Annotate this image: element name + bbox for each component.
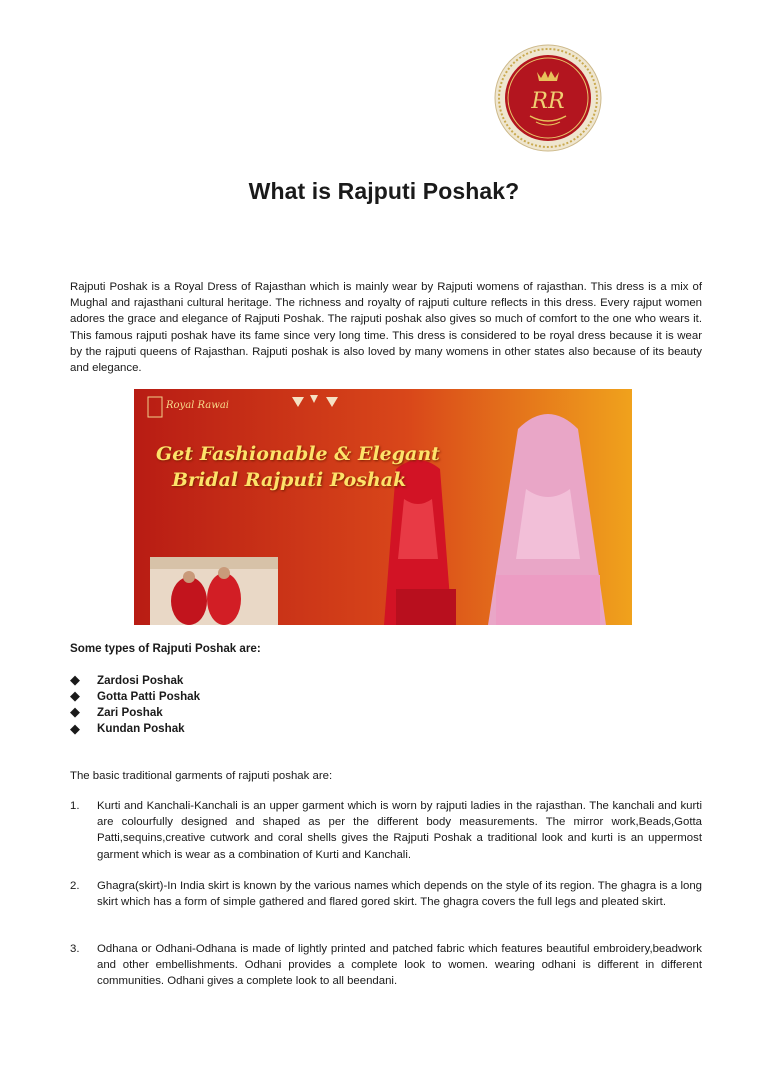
banner-heading-line2: Bridal Rajputi Poshak	[172, 469, 407, 491]
item-text: Kurti and Kanchali-Kanchali is an upper garment which is worn by rajputi ladies in the rajasthan. The kanchali and kurti are colourfully designed and shaped as per the different body measurements. The mirror work,Beads,Gotta Patti,sequins,creative cutwork and coral shells gives the Rajputi Poshak a traditional look and kurti is an uppermost garment which is wear as a combination of Kurti and Kanchali.	[97, 800, 702, 861]
logo-monogram: RR	[531, 89, 565, 114]
garments-heading: The basic traditional garments of rajputi poshak are:	[70, 770, 333, 782]
list-item: ◆ Kundan Poshak	[70, 720, 185, 736]
list-item: ◆ Zari Poshak	[70, 704, 163, 720]
item-number: 2.	[70, 880, 80, 892]
types-list	[70, 672, 200, 737]
diamond-bullet-icon: ◆	[70, 688, 80, 704]
list-item: ◆ Gotta Patti Poshak	[70, 688, 201, 704]
item-text: Ghagra(skirt)-In India skirt is known by the various names which depends on the style of its region. The ghagra is a long skirt which has a form of simple gathered and flared gored skirt. The ghagra covers the full legs and pleated skirt.	[97, 880, 702, 909]
diamond-bullet-icon: ◆	[70, 672, 80, 688]
page-title: What is Rajputi Poshak?	[248, 178, 520, 204]
item-number: 1.	[70, 800, 80, 812]
types-heading: Some types of Rajputi Poshak are:	[70, 642, 261, 655]
item-number: 3.	[70, 943, 80, 955]
list-item: ◆ Zardosi Poshak	[70, 672, 184, 688]
item-text: Odhana or Odhani-Odhana is made of lightly printed and patched fabric which features beautiful embroidery,beadwork and other embellishments. Odhani provides a complete look to women. wearing odhani is different in different communities. Odhani gives a complete look to all beendani.	[97, 943, 702, 988]
brand-logo	[494, 44, 602, 152]
banner-image	[134, 389, 632, 625]
diamond-bullet-icon: ◆	[70, 720, 80, 736]
banner-heading-line1: Get Fashionable & Elegant	[156, 443, 440, 465]
diamond-bullet-icon: ◆	[70, 704, 80, 720]
intro-paragraph: Rajputi Poshak is a Royal Dress of Rajasthan which is mainly wear by Rajputi womens of rajasthan. This dress is a mix of Mughal and rajasthani cultural heritage. The richness and royalty of rajputi culture reflects in this dress. Every rajput women adores the grace and elegance of Rajputi Poshak. The rajputi poshak also gives so much of comfort to the one who wears it. This famous rajputi poshak have its fame since very long time. This dress is considered to be royal dress because it is wear by the rajputi queens of Rajasthan. Rajputi poshak is also loved by many womens in other states also because of its beauty and elegance.	[70, 281, 702, 375]
banner-brand: Royal Rawai	[166, 400, 229, 411]
